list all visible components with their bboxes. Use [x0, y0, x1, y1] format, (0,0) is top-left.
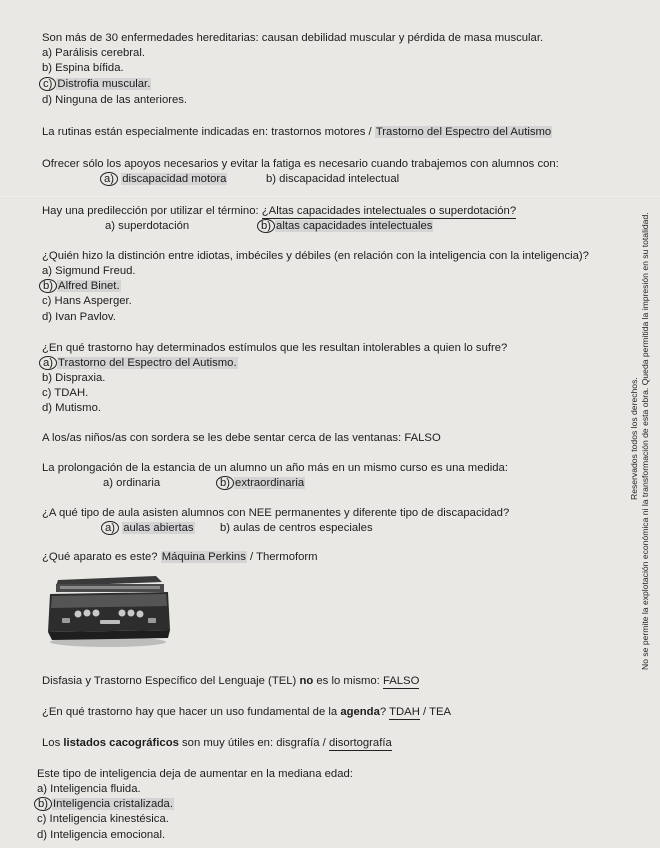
q1-option-d: d) Ninguna de las anteriores.	[42, 94, 188, 106]
q6-option-a	[42, 356, 238, 370]
copyright-notice: No se permite la explotación económica ni la transformación de esta obra. Queda permitida la impresión en su totalidad.	[640, 212, 650, 670]
q3-option-a	[103, 172, 227, 186]
q5-option-b-text: Alfred Binet.	[58, 280, 120, 292]
q9-option-a-letter: a)	[101, 521, 119, 535]
q5-option-d: d) Ivan Pavlov.	[42, 311, 116, 323]
q6-option-a-text: Trastorno del Espectro del Autismo.	[58, 357, 237, 369]
q3-option-b: b) discapacidad intelectual	[266, 173, 400, 185]
q6-option-b: b) Dispraxia.	[42, 372, 106, 384]
q9-question: ¿A qué tipo de aula asisten alumnos con NEE permanentes y diferente tipo de discapacidad?	[42, 507, 510, 519]
q12-middle: ?	[379, 706, 390, 718]
q5-option-a: a) Sigmund Freud.	[42, 265, 136, 277]
q10-suffix: / Thermoform	[246, 551, 318, 563]
q6-question: ¿En qué trastorno hay determinados estímulos que les resultan intolerables a quien lo sufre?	[42, 342, 508, 354]
q4-prefix: Hay una predilección por utilizar el término:	[42, 205, 262, 217]
q6-option-a-letter: a)	[39, 356, 57, 370]
q4-option-b	[260, 219, 433, 233]
q2-answer: Trastorno del Espectro del Autismo	[375, 126, 552, 138]
q5-option-b-letter: b)	[39, 279, 57, 293]
q13-answer: disortografía	[328, 737, 392, 749]
q12-question	[42, 705, 451, 719]
q14-option-b-letter: b)	[34, 797, 52, 811]
q4-option-a: a) superdotación	[105, 220, 190, 232]
q10-prefix: ¿Qué aparato es este?	[42, 551, 161, 563]
q13-prefix: Los	[42, 737, 64, 749]
q1-option-c	[42, 77, 151, 91]
q4-option-b-text: altas capacidades intelectuales	[276, 220, 433, 232]
q1-option-b: b) Espina bífida.	[42, 62, 124, 74]
q8-option-b-text: extraordinaria	[235, 477, 305, 489]
q14-option-c: c) Inteligencia kinestésica.	[37, 813, 169, 825]
q5-option-c: c) Hans Asperger.	[42, 295, 132, 307]
q6-option-d: d) Mutismo.	[42, 402, 102, 414]
q14-option-d: d) Inteligencia emocional.	[37, 829, 166, 841]
q14-option-b	[37, 797, 174, 811]
q14-question: Este tipo de inteligencia deja de aumentar en la mediana edad:	[37, 768, 353, 780]
q10-question	[42, 550, 318, 564]
q4-question	[42, 204, 516, 218]
q8-option-b-letter: b)	[216, 476, 234, 490]
rights-reserved-notice: Reservados todos los derechos.	[629, 377, 639, 500]
q7-statement: A los/as niños/as con sordera se les debe sentar cerca de las ventanas: FALSO	[42, 432, 441, 444]
q3-question: Ofrecer sólo los apoyos necesarios y evitar la fatiga es necesario cuando trabajemos con alumnos con:	[42, 158, 559, 170]
q14-option-b-text: Inteligencia cristalizada.	[53, 798, 173, 810]
q9-option-a	[104, 521, 195, 535]
q8-question: La prolongación de la estancia de un alumno un año más en un mismo curso es una medida:	[42, 462, 508, 474]
q11-answer: FALSO	[382, 675, 420, 687]
q5-question: ¿Quién hizo la distinción entre idiotas, imbéciles y débiles (en relación con la inteligencia con la inteligencia)?	[42, 250, 589, 262]
q11-bold: no	[299, 675, 314, 687]
q2-prefix: La rutinas están especialmente indicadas en: trastornos motores /	[42, 126, 375, 138]
q2-statement	[42, 125, 552, 139]
q4-underlined: ¿Altas capacidades intelectuales o superdotación?	[261, 205, 517, 217]
q5-option-b	[42, 279, 121, 293]
q1-option-a: a) Parálisis cerebral.	[42, 47, 145, 59]
q11-statement	[42, 674, 419, 688]
q13-middle: son muy útiles en: disgrafía /	[178, 737, 329, 749]
q3-option-a-letter: a)	[100, 172, 118, 186]
q14-option-a: a) Inteligencia fluida.	[37, 783, 141, 795]
q11-middle: es lo mismo:	[313, 675, 383, 687]
q3-option-a-text: discapacidad motora	[122, 173, 227, 185]
q9-option-a-text: aulas abiertas	[123, 522, 194, 534]
q12-answer: TDAH	[389, 706, 420, 718]
q12-bold: agenda	[340, 706, 380, 718]
q8-option-a: a) ordinaria	[103, 477, 161, 489]
q1-question: Son más de 30 enfermedades hereditarias: causan debilidad muscular y pérdida de masa muscular.	[42, 32, 544, 44]
q13-bold: listados cacográficos	[63, 737, 179, 749]
paper-fold	[0, 196, 660, 198]
q12-prefix: ¿En qué trastorno hay que hacer un uso fundamental de la	[42, 706, 341, 718]
q10-answer: Máquina Perkins	[161, 551, 246, 563]
q11-prefix: Disfasia y Trastorno Específico del Lenguaje (TEL)	[42, 675, 300, 687]
q12-suffix: / TEA	[419, 706, 452, 718]
q1-option-c-text: Distrofia muscular.	[57, 78, 151, 90]
q8-option-b	[219, 476, 305, 490]
q13-question	[42, 736, 392, 750]
perkins-machine-image	[44, 570, 172, 648]
q4-option-b-letter: b)	[257, 219, 275, 233]
q1-option-c-letter: c)	[39, 77, 56, 91]
q9-option-b: b) aulas de centros especiales	[220, 522, 373, 534]
q6-option-c: c) TDAH.	[42, 387, 89, 399]
